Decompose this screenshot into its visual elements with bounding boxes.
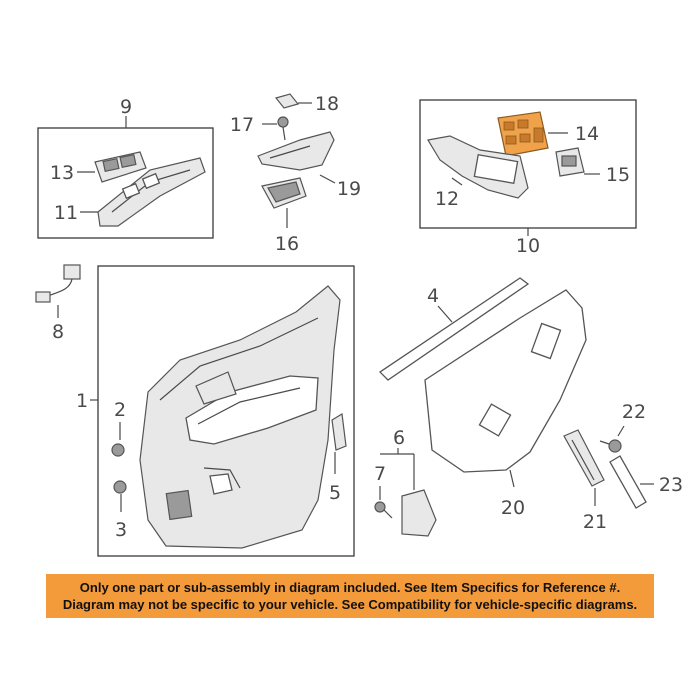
part-23-reflector	[610, 456, 646, 508]
callout-16: 16	[274, 233, 300, 255]
callout-6: 6	[392, 427, 406, 449]
part-19-trim-cover	[258, 132, 334, 170]
callout-18: 18	[314, 93, 340, 115]
callout-15: 15	[605, 164, 631, 186]
leader-19	[320, 175, 335, 183]
part-6-bracket	[402, 490, 436, 536]
callout-12: 12	[434, 188, 460, 210]
disclaimer-banner	[46, 574, 654, 618]
callout-7: 7	[373, 463, 387, 485]
part-17-screw	[278, 117, 288, 140]
callout-19: 19	[336, 178, 362, 200]
callout-8: 8	[51, 321, 65, 343]
part-1-door-trim-panel	[140, 286, 340, 548]
part-14-master-window-switch	[498, 112, 548, 156]
callout-3: 3	[114, 519, 128, 541]
disclaimer-line-1: Only one part or sub-assembly in diagram included. See Item Specifics for Reference #.	[79, 580, 621, 595]
part-2-clip	[112, 444, 124, 456]
callout-20: 20	[500, 497, 526, 519]
part-13-mirror-switch	[95, 152, 146, 182]
part-3-clip	[114, 481, 126, 493]
callout-11: 11	[53, 202, 79, 224]
callout-4: 4	[426, 285, 440, 307]
callout-2: 2	[113, 399, 127, 421]
part-21-handle-trim	[564, 430, 604, 486]
callout-9: 9	[119, 96, 133, 118]
part-15-window-switch	[556, 148, 584, 176]
callout-1: 1	[75, 390, 89, 412]
leader-12	[452, 178, 462, 185]
disclaimer-line-2: Diagram may not be specific to your vehicle. See Compatibility for vehicle-specific diagrams.	[62, 597, 638, 612]
callout-14: 14	[574, 123, 600, 145]
part-7-screw	[375, 502, 392, 518]
callout-17: 17	[229, 114, 255, 136]
callout-22: 22	[621, 401, 647, 423]
callout-10: 10	[515, 235, 541, 257]
callout-13: 13	[49, 162, 75, 184]
part-8-wiring-connector	[36, 265, 80, 302]
part-22-clip	[600, 440, 621, 452]
leader-4	[438, 306, 452, 322]
leader-20	[510, 470, 514, 487]
callout-21: 21	[582, 511, 608, 533]
leader-22	[618, 426, 624, 436]
callout-5: 5	[328, 482, 342, 504]
part-16-pocket	[262, 178, 306, 208]
part-5-trim-strip	[332, 414, 346, 450]
part-20-vapor-barrier	[425, 290, 586, 472]
part-18-clip	[276, 94, 298, 108]
callout-23: 23	[658, 474, 684, 496]
